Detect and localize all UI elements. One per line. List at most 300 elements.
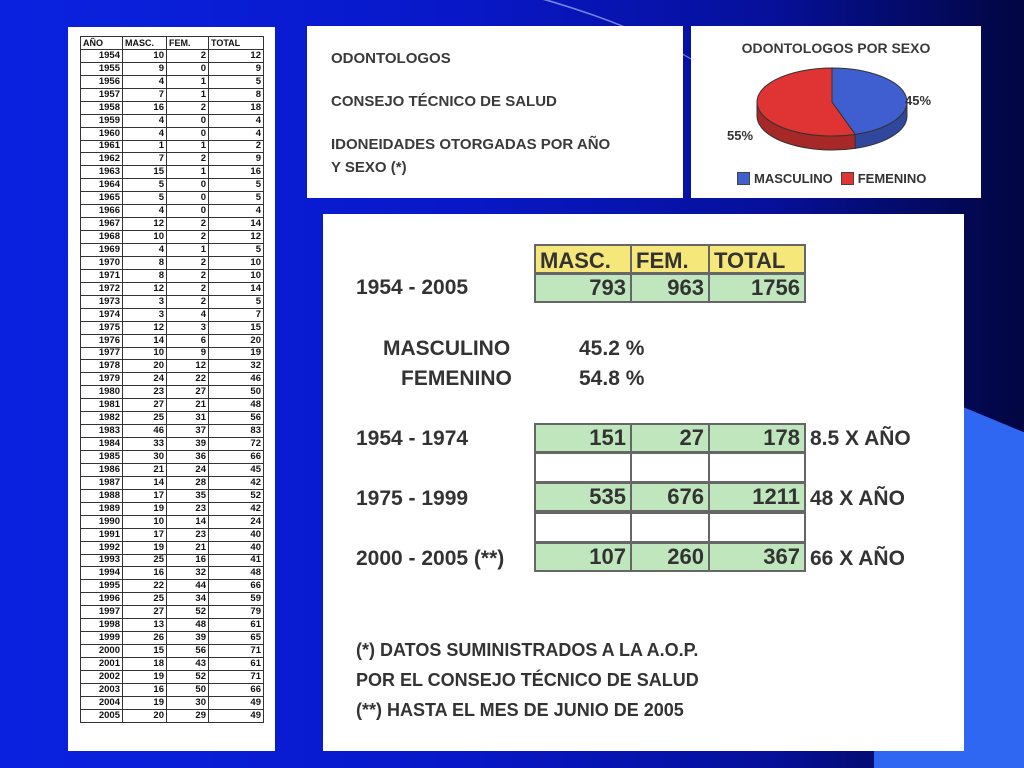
- title-year-sex: Y SEXO (*): [331, 159, 407, 176]
- cell-year: 1973: [81, 295, 123, 308]
- table-row: [81, 62, 264, 75]
- cell-year: 1993: [81, 554, 123, 567]
- cell-total: 52: [209, 489, 264, 502]
- cell-year: 1996: [81, 593, 123, 606]
- cell-fem: 52: [167, 670, 209, 683]
- table-row: [81, 244, 264, 257]
- table-row: [81, 153, 264, 166]
- cell-year: 1972: [81, 282, 123, 295]
- cell-fem: 32: [167, 567, 209, 580]
- cell-total: 66: [209, 451, 264, 464]
- cell-masc: 4: [123, 114, 167, 127]
- table-row: [81, 709, 264, 722]
- cell-fem: 52: [167, 606, 209, 619]
- cell-total: 20: [209, 334, 264, 347]
- table-row: [81, 502, 264, 515]
- table-row: [81, 269, 264, 282]
- cell-year: 1979: [81, 373, 123, 386]
- cell-total: 14: [209, 218, 264, 231]
- cell-fem: 56: [167, 645, 209, 658]
- cell-masc: 5: [123, 179, 167, 192]
- cell-total: 18: [209, 101, 264, 114]
- period-1-rate: 8.5 X AÑO: [810, 427, 911, 450]
- cell-year: 1992: [81, 541, 123, 554]
- cell-masc: 1: [123, 140, 167, 153]
- table-row: [81, 476, 264, 489]
- cell-year: 1981: [81, 399, 123, 412]
- cell-total: 8: [209, 88, 264, 101]
- spacer-cell: [708, 452, 806, 483]
- cell-year: 1985: [81, 451, 123, 464]
- cell-year: 1980: [81, 386, 123, 399]
- cell-total: 24: [209, 515, 264, 528]
- cell-year: 1999: [81, 632, 123, 645]
- table-row: [81, 114, 264, 127]
- legend-label-masculino: MASCULINO: [754, 171, 833, 186]
- table-row: [81, 282, 264, 295]
- table-row: [81, 515, 264, 528]
- table-row: [81, 295, 264, 308]
- cell-masc: 19: [123, 670, 167, 683]
- table-row: [81, 334, 264, 347]
- cell-total: 4: [209, 205, 264, 218]
- cell-year: 1987: [81, 476, 123, 489]
- cell-masc: 16: [123, 567, 167, 580]
- title-panel: [307, 26, 683, 198]
- cell-total: 83: [209, 425, 264, 438]
- cell-masc: 4: [123, 205, 167, 218]
- yearly-table-panel: [68, 27, 275, 751]
- cell-year: 2000: [81, 645, 123, 658]
- table-row: [81, 451, 264, 464]
- table-row: [81, 231, 264, 244]
- cell-year: 1968: [81, 231, 123, 244]
- cell-fem: 23: [167, 528, 209, 541]
- cell-year: 1998: [81, 619, 123, 632]
- cell-year: 1974: [81, 308, 123, 321]
- cell-fem: 21: [167, 399, 209, 412]
- cell-year: 1961: [81, 140, 123, 153]
- cell-masc: 12: [123, 282, 167, 295]
- table-row: [81, 101, 264, 114]
- cell-year: 1971: [81, 269, 123, 282]
- cell-fem: 36: [167, 451, 209, 464]
- table-row: [81, 463, 264, 476]
- cell-fem: 48: [167, 619, 209, 632]
- cell-total: 2: [209, 140, 264, 153]
- cell-fem: 2: [167, 49, 209, 62]
- table-row: [81, 205, 264, 218]
- cell-fem: 23: [167, 502, 209, 515]
- period-2-label: 1975 - 1999: [356, 487, 469, 510]
- cell-year: 1978: [81, 360, 123, 373]
- period-2-masc: 535: [534, 482, 632, 512]
- cell-year: 1955: [81, 62, 123, 75]
- cell-masc: 7: [123, 88, 167, 101]
- period-3-masc: 107: [534, 542, 632, 572]
- cell-year: 1963: [81, 166, 123, 179]
- cell-total: 19: [209, 347, 264, 360]
- table-row: [81, 166, 264, 179]
- table-row: [81, 179, 264, 192]
- cell-fem: 44: [167, 580, 209, 593]
- cell-year: 1986: [81, 463, 123, 476]
- period-1-fem: 27: [630, 423, 710, 453]
- table-row: [81, 49, 264, 62]
- cell-total: 61: [209, 619, 264, 632]
- table-row: [81, 528, 264, 541]
- spacer-cell: [534, 452, 632, 483]
- period-3-fem: 260: [630, 542, 710, 572]
- cell-masc: 25: [123, 554, 167, 567]
- cell-fem: 37: [167, 425, 209, 438]
- table-row: [81, 696, 264, 709]
- cell-total: 16: [209, 166, 264, 179]
- cell-year: 1997: [81, 606, 123, 619]
- summary-panel: [323, 214, 964, 751]
- cell-fem: 34: [167, 593, 209, 606]
- title-odontologos: ODONTOLOGOS: [331, 50, 451, 67]
- cell-total: 41: [209, 554, 264, 567]
- cell-masc: 19: [123, 541, 167, 554]
- period-2-rate: 48 X AÑO: [810, 487, 905, 510]
- cell-total: 40: [209, 541, 264, 554]
- cell-fem: 2: [167, 269, 209, 282]
- cell-total: 10: [209, 269, 264, 282]
- table-row: [81, 88, 264, 101]
- table-row: [81, 567, 264, 580]
- cell-masc: 3: [123, 308, 167, 321]
- cell-masc: 12: [123, 218, 167, 231]
- cell-total: 42: [209, 502, 264, 515]
- table-row: [81, 541, 264, 554]
- spacer-cell: [630, 512, 710, 543]
- cell-year: 2003: [81, 683, 123, 696]
- table-row: [81, 658, 264, 671]
- cell-total: 79: [209, 606, 264, 619]
- cell-total: 9: [209, 153, 264, 166]
- cell-total: 50: [209, 386, 264, 399]
- cell-year: 1954: [81, 49, 123, 62]
- note-1: (*) DATOS SUMINISTRADOS A LA A.O.P.: [356, 640, 699, 660]
- cell-year: 1956: [81, 75, 123, 88]
- cell-masc: 16: [123, 101, 167, 114]
- period-3-rate: 66 X AÑO: [810, 547, 905, 570]
- cell-masc: 19: [123, 696, 167, 709]
- cell-year: 1962: [81, 153, 123, 166]
- cell-fem: 21: [167, 541, 209, 554]
- period-1-total: 178: [708, 423, 806, 453]
- cell-total: 12: [209, 49, 264, 62]
- cell-masc: 25: [123, 412, 167, 425]
- cell-fem: 14: [167, 515, 209, 528]
- table-row: [81, 321, 264, 334]
- pie-title: ODONTOLOGOS POR SEXO: [741, 40, 931, 56]
- cell-total: 5: [209, 75, 264, 88]
- table-row: [81, 645, 264, 658]
- cell-total: 9: [209, 62, 264, 75]
- cell-year: 1988: [81, 489, 123, 502]
- cell-fem: 0: [167, 179, 209, 192]
- cell-total: 46: [209, 373, 264, 386]
- cell-masc: 10: [123, 515, 167, 528]
- cell-total: 48: [209, 567, 264, 580]
- cell-fem: 2: [167, 295, 209, 308]
- cell-masc: 4: [123, 127, 167, 140]
- cell-total: 49: [209, 696, 264, 709]
- cell-total: 12: [209, 231, 264, 244]
- cell-fem: 1: [167, 75, 209, 88]
- cell-year: 2002: [81, 670, 123, 683]
- cell-fem: 2: [167, 282, 209, 295]
- cell-fem: 16: [167, 554, 209, 567]
- percent-label-femenino: FEMENINO: [401, 367, 512, 390]
- table-row: [81, 606, 264, 619]
- cell-total: 72: [209, 438, 264, 451]
- title-idoneidades: IDONEIDADES OTORGADAS POR AÑO: [331, 136, 611, 153]
- cell-masc: 14: [123, 334, 167, 347]
- table-row: [81, 127, 264, 140]
- cell-year: 1958: [81, 101, 123, 114]
- cell-masc: 12: [123, 321, 167, 334]
- cell-year: 1977: [81, 347, 123, 360]
- cell-fem: 9: [167, 347, 209, 360]
- table-row: [81, 580, 264, 593]
- pie-chart-panel: [691, 26, 981, 198]
- cell-year: 1967: [81, 218, 123, 231]
- percent-value-masculino: 45.2 %: [579, 337, 645, 360]
- cell-year: 1995: [81, 580, 123, 593]
- cell-masc: 8: [123, 256, 167, 269]
- cell-fem: 2: [167, 256, 209, 269]
- cell-fem: 50: [167, 683, 209, 696]
- cell-year: 1959: [81, 114, 123, 127]
- cell-total: 15: [209, 321, 264, 334]
- cell-fem: 0: [167, 192, 209, 205]
- cell-total: 66: [209, 683, 264, 696]
- cell-total: 66: [209, 580, 264, 593]
- cell-total: 5: [209, 295, 264, 308]
- cell-masc: 8: [123, 269, 167, 282]
- overall-masc: 793: [534, 273, 632, 303]
- table-row: [81, 632, 264, 645]
- period-2-total: 1211: [708, 482, 806, 512]
- percent-value-femenino: 54.8 %: [579, 367, 645, 390]
- summary-header-masc: MASC.: [534, 244, 632, 274]
- spacer-cell: [708, 512, 806, 543]
- cell-masc: 30: [123, 451, 167, 464]
- cell-total: 7: [209, 308, 264, 321]
- cell-masc: 5: [123, 192, 167, 205]
- cell-fem: 4: [167, 308, 209, 321]
- cell-fem: 29: [167, 709, 209, 722]
- table-row: [81, 399, 264, 412]
- cell-fem: 0: [167, 127, 209, 140]
- cell-fem: 2: [167, 101, 209, 114]
- cell-total: 5: [209, 192, 264, 205]
- cell-year: 2005: [81, 709, 123, 722]
- cell-masc: 16: [123, 683, 167, 696]
- cell-masc: 10: [123, 49, 167, 62]
- cell-masc: 10: [123, 347, 167, 360]
- cell-fem: 3: [167, 321, 209, 334]
- cell-fem: 2: [167, 218, 209, 231]
- cell-masc: 3: [123, 295, 167, 308]
- cell-fem: 30: [167, 696, 209, 709]
- note-3: (**) HASTA EL MES DE JUNIO DE 2005: [356, 700, 684, 720]
- cell-masc: 27: [123, 399, 167, 412]
- cell-masc: 13: [123, 619, 167, 632]
- cell-total: 48: [209, 399, 264, 412]
- yearly-table: [80, 36, 264, 723]
- period-1-masc: 151: [534, 423, 632, 453]
- period-2-fem: 676: [630, 482, 710, 512]
- period-3-total: 367: [708, 542, 806, 572]
- cell-total: 4: [209, 114, 264, 127]
- cell-masc: 18: [123, 658, 167, 671]
- summary-header-total: TOTAL: [708, 244, 806, 274]
- cell-year: 1966: [81, 205, 123, 218]
- table-row: [81, 347, 264, 360]
- table-row: [81, 412, 264, 425]
- cell-year: 1960: [81, 127, 123, 140]
- cell-masc: 15: [123, 166, 167, 179]
- legend-swatch-masculino: [737, 172, 750, 185]
- cell-fem: 1: [167, 88, 209, 101]
- overall-period: 1954 - 2005: [356, 276, 469, 299]
- table-row: [81, 554, 264, 567]
- cell-total: 10: [209, 256, 264, 269]
- cell-fem: 0: [167, 62, 209, 75]
- cell-year: 1982: [81, 412, 123, 425]
- cell-masc: 4: [123, 75, 167, 88]
- cell-total: 65: [209, 632, 264, 645]
- header-year: AÑO: [81, 37, 123, 50]
- cell-fem: 27: [167, 386, 209, 399]
- cell-masc: 33: [123, 438, 167, 451]
- cell-fem: 28: [167, 476, 209, 489]
- cell-fem: 31: [167, 412, 209, 425]
- cell-total: 40: [209, 528, 264, 541]
- cell-year: 1989: [81, 502, 123, 515]
- cell-fem: 12: [167, 360, 209, 373]
- header-masc: MASC.: [123, 37, 167, 50]
- cell-masc: 46: [123, 425, 167, 438]
- cell-masc: 9: [123, 62, 167, 75]
- cell-fem: 1: [167, 140, 209, 153]
- table-row: [81, 256, 264, 269]
- pie-legend: [737, 171, 926, 186]
- table-row: [81, 386, 264, 399]
- table-row: [81, 593, 264, 606]
- cell-fem: 22: [167, 373, 209, 386]
- cell-fem: 0: [167, 114, 209, 127]
- cell-masc: 27: [123, 606, 167, 619]
- spacer-cell: [630, 452, 710, 483]
- note-2: POR EL CONSEJO TÉCNICO DE SALUD: [356, 670, 699, 690]
- cell-fem: 43: [167, 658, 209, 671]
- table-row: [81, 218, 264, 231]
- title-consejo: CONSEJO TÉCNICO DE SALUD: [331, 93, 557, 110]
- overall-total: 1756: [708, 273, 806, 303]
- legend-label-femenino: FEMENINO: [857, 171, 927, 186]
- cell-year: 1965: [81, 192, 123, 205]
- cell-total: 71: [209, 645, 264, 658]
- cell-fem: 6: [167, 334, 209, 347]
- cell-year: 2004: [81, 696, 123, 709]
- cell-year: 1983: [81, 425, 123, 438]
- period-1-label: 1954 - 1974: [356, 427, 469, 450]
- percent-label-masculino: MASCULINO: [383, 337, 511, 360]
- overall-fem: 963: [630, 273, 710, 303]
- cell-fem: 2: [167, 231, 209, 244]
- legend-swatch-femenino: [841, 172, 854, 185]
- cell-total: 32: [209, 360, 264, 373]
- cell-fem: 35: [167, 489, 209, 502]
- cell-masc: 23: [123, 386, 167, 399]
- cell-masc: 20: [123, 360, 167, 373]
- cell-year: 2001: [81, 658, 123, 671]
- cell-total: 4: [209, 127, 264, 140]
- cell-masc: 10: [123, 231, 167, 244]
- period-3-label: 2000 - 2005 (**): [356, 547, 505, 570]
- cell-masc: 26: [123, 632, 167, 645]
- cell-total: 5: [209, 244, 264, 257]
- cell-total: 42: [209, 476, 264, 489]
- table-row: [81, 75, 264, 88]
- cell-masc: 17: [123, 528, 167, 541]
- pie-label-masculino: 45%: [905, 93, 932, 108]
- cell-masc: 14: [123, 476, 167, 489]
- cell-fem: 1: [167, 244, 209, 257]
- cell-total: 14: [209, 282, 264, 295]
- table-row: [81, 140, 264, 153]
- cell-year: 1964: [81, 179, 123, 192]
- cell-year: 1957: [81, 88, 123, 101]
- cell-year: 1990: [81, 515, 123, 528]
- cell-year: 1970: [81, 256, 123, 269]
- cell-fem: 0: [167, 205, 209, 218]
- cell-year: 1975: [81, 321, 123, 334]
- cell-masc: 21: [123, 463, 167, 476]
- cell-total: 61: [209, 658, 264, 671]
- cell-masc: 25: [123, 593, 167, 606]
- pie-label-femenino: 55%: [727, 128, 754, 143]
- table-row: [81, 425, 264, 438]
- spacer-cell: [534, 512, 632, 543]
- table-header-row: [81, 37, 264, 50]
- cell-year: 1994: [81, 567, 123, 580]
- cell-year: 1969: [81, 244, 123, 257]
- cell-total: 71: [209, 670, 264, 683]
- cell-year: 1991: [81, 528, 123, 541]
- table-row: [81, 489, 264, 502]
- cell-masc: 15: [123, 645, 167, 658]
- table-row: [81, 438, 264, 451]
- header-total: TOTAL: [209, 37, 264, 50]
- table-row: [81, 619, 264, 632]
- cell-total: 5: [209, 179, 264, 192]
- cell-fem: 39: [167, 438, 209, 451]
- summary-header-fem: FEM.: [630, 244, 710, 274]
- table-row: [81, 683, 264, 696]
- table-row: [81, 373, 264, 386]
- table-row: [81, 670, 264, 683]
- cell-fem: 39: [167, 632, 209, 645]
- header-fem: FEM.: [167, 37, 209, 50]
- cell-fem: 1: [167, 166, 209, 179]
- cell-total: 59: [209, 593, 264, 606]
